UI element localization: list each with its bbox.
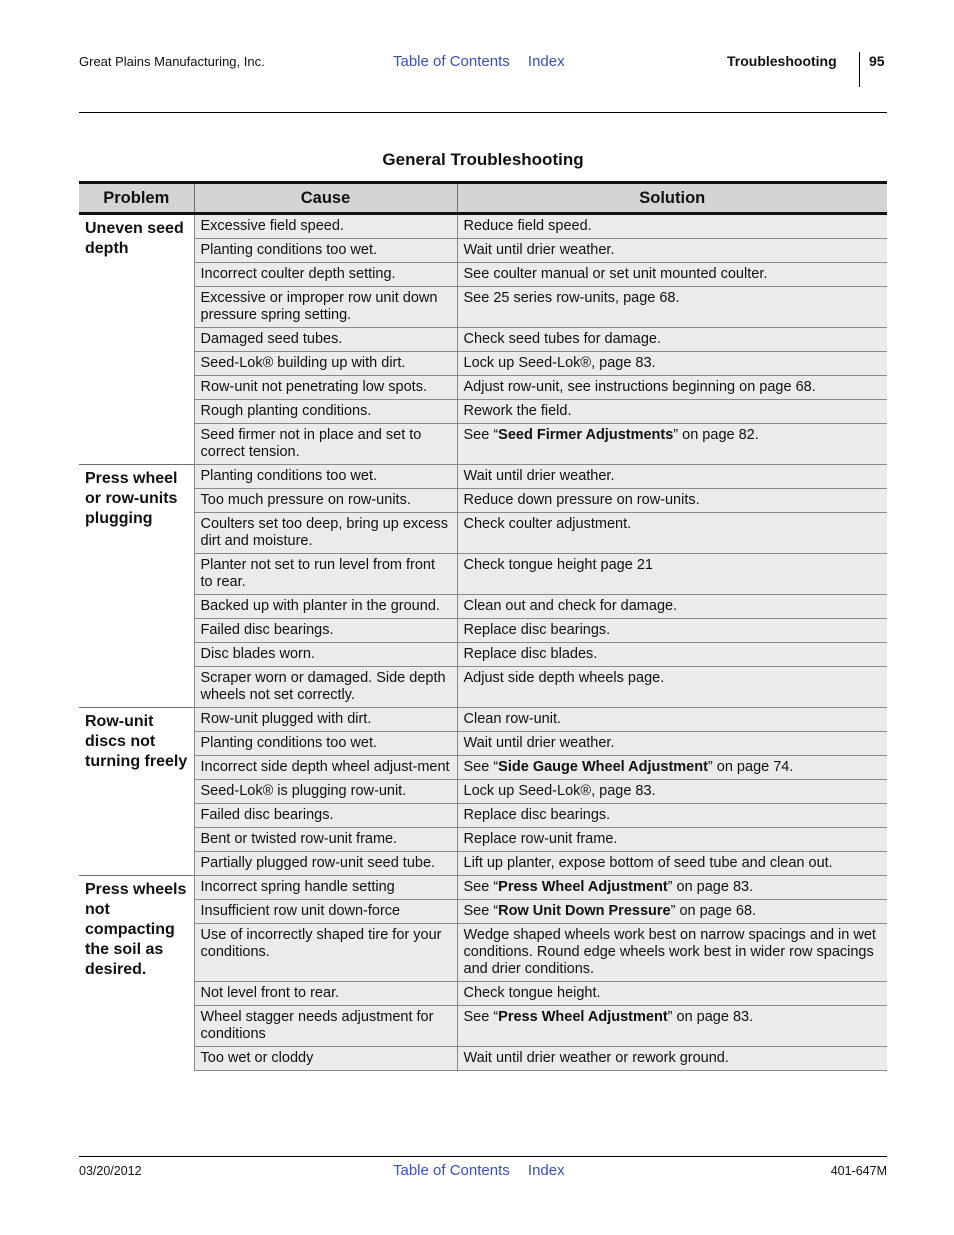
solution-text: ” on page 83. — [667, 1009, 754, 1025]
cause-cell: Incorrect spring handle setting — [194, 876, 457, 900]
solution-cell: Replace disc bearings. — [457, 804, 887, 828]
solution-reference: Side Gauge Wheel Adjustment — [498, 759, 708, 775]
table-row — [79, 756, 887, 780]
solution-cell: Check tongue height page 21 — [457, 554, 887, 595]
cause-cell: Planting conditions too wet. — [194, 732, 457, 756]
footer-rule — [79, 1156, 887, 1157]
table-row — [79, 667, 887, 708]
solution-reference: Press Wheel Adjustment — [498, 1009, 668, 1025]
cause-cell: Row-unit plugged with dirt. — [194, 708, 457, 732]
solution-cell: Clean out and check for damage. — [457, 595, 887, 619]
cause-cell: Too much pressure on row-units. — [194, 489, 457, 513]
table-row — [79, 732, 887, 756]
cause-cell: Seed-Lok® is plugging row-unit. — [194, 780, 457, 804]
table-row — [79, 376, 887, 400]
solution-text: See “ — [463, 759, 499, 775]
table-row — [79, 400, 887, 424]
solution-cell: Clean row-unit. — [457, 708, 887, 732]
solution-text: See “ — [463, 1009, 499, 1025]
solution-cell: Adjust row-unit, see instructions beginning on page 68. — [457, 376, 887, 400]
solution-cell — [457, 756, 887, 780]
problem-cell: Row-unit discs not turning freely — [79, 708, 194, 876]
solution-cell: See coulter manual or set unit mounted coulter. — [457, 263, 887, 287]
table-row — [79, 1047, 887, 1071]
problem-cell: Press wheels not compacting the soil as desired. — [79, 876, 194, 1071]
cause-cell: Planting conditions too wet. — [194, 239, 457, 263]
solution-cell: Rework the field. — [457, 400, 887, 424]
table-row — [79, 287, 887, 328]
solution-cell: Lift up planter, expose bottom of seed tube and clean out. — [457, 852, 887, 876]
solution-cell: Wait until drier weather. — [457, 465, 887, 489]
table-row — [79, 424, 887, 465]
table-row — [79, 924, 887, 982]
solution-text: See “ — [463, 879, 499, 895]
header-index-link[interactable]: Index — [527, 53, 565, 70]
cause-cell: Planting conditions too wet. — [194, 465, 457, 489]
header-links — [393, 53, 579, 70]
solution-cell: Lock up Seed-Lok®, page 83. — [457, 780, 887, 804]
solution-cell — [457, 1006, 887, 1047]
solution-cell: Wait until drier weather. — [457, 732, 887, 756]
table-row — [79, 554, 887, 595]
footer-date: 03/20/2012 — [79, 1164, 142, 1178]
solution-reference: Press Wheel Adjustment — [498, 879, 668, 895]
table-row — [79, 465, 887, 489]
solution-cell: Check seed tubes for damage. — [457, 328, 887, 352]
footer-toc-link[interactable]: Table of Contents — [393, 1162, 510, 1179]
problem-cell: Press wheel or row-units plugging — [79, 465, 194, 708]
column-header-cause: Cause — [194, 183, 457, 214]
cause-cell: Excessive field speed. — [194, 214, 457, 239]
header-toc-link[interactable]: Table of Contents — [393, 53, 510, 70]
column-header-problem: Problem — [79, 183, 194, 214]
cause-cell: Insufficient row unit down-force — [194, 900, 457, 924]
cause-cell: Seed-Lok® building up with dirt. — [194, 352, 457, 376]
solution-cell: Wait until drier weather. — [457, 239, 887, 263]
page-title: General Troubleshooting — [382, 150, 584, 169]
solution-cell — [457, 424, 887, 465]
cause-cell: Rough planting conditions. — [194, 400, 457, 424]
solution-reference: Row Unit Down Pressure — [498, 903, 671, 919]
cause-cell: Bent or twisted row-unit frame. — [194, 828, 457, 852]
cause-cell: Damaged seed tubes. — [194, 328, 457, 352]
solution-cell: See 25 series row-units, page 68. — [457, 287, 887, 328]
cause-cell: Excessive or improper row unit down pressure spring setting. — [194, 287, 457, 328]
cause-cell: Wheel stagger needs adjustment for conditions — [194, 1006, 457, 1047]
table-row — [79, 876, 887, 900]
solution-cell: Replace disc bearings. — [457, 619, 887, 643]
header-rule — [79, 112, 887, 113]
footer-index-link[interactable]: Index — [527, 1162, 565, 1179]
cause-cell: Use of incorrectly shaped tire for your conditions. — [194, 924, 457, 982]
cause-cell: Incorrect side depth wheel adjust-ment — [194, 756, 457, 780]
cause-cell: Coulters set too deep, bring up excess dirt and moisture. — [194, 513, 457, 554]
table-row — [79, 708, 887, 732]
solution-text: ” on page 74. — [707, 759, 794, 775]
solution-text: See “ — [463, 427, 499, 443]
cause-cell: Failed disc bearings. — [194, 619, 457, 643]
solution-cell: Check tongue height. — [457, 982, 887, 1006]
solution-cell: Replace row-unit frame. — [457, 828, 887, 852]
header-divider — [859, 52, 860, 87]
table-row — [79, 643, 887, 667]
table-row — [79, 900, 887, 924]
table-row — [79, 828, 887, 852]
table-row — [79, 804, 887, 828]
cause-cell: Not level front to rear. — [194, 982, 457, 1006]
cause-cell: Too wet or cloddy — [194, 1047, 457, 1071]
table-row — [79, 489, 887, 513]
solution-cell: Reduce field speed. — [457, 214, 887, 239]
troubleshooting-table — [79, 181, 887, 1071]
solution-text: See “ — [463, 903, 499, 919]
solution-cell: Replace disc blades. — [457, 643, 887, 667]
solution-reference: Seed Firmer Adjustments — [498, 427, 674, 443]
cause-cell: Scraper worn or damaged. Side depth wheels not set correctly. — [194, 667, 457, 708]
solution-cell: Wedge shaped wheels work best on narrow spacings and in wet conditions. Round edge wheels work best in wider row spacings and drier conditions. — [457, 924, 887, 982]
solution-cell — [457, 876, 887, 900]
footer-links — [393, 1162, 579, 1179]
table-row — [79, 239, 887, 263]
solution-cell: Check coulter adjustment. — [457, 513, 887, 554]
cause-cell: Disc blades worn. — [194, 643, 457, 667]
table-row — [79, 513, 887, 554]
cause-cell: Seed firmer not in place and set to correct tension. — [194, 424, 457, 465]
problem-cell: Uneven seed depth — [79, 214, 194, 465]
column-header-solution: Solution — [457, 183, 887, 214]
cause-cell: Partially plugged row-unit seed tube. — [194, 852, 457, 876]
solution-cell: Wait until drier weather or rework ground. — [457, 1047, 887, 1071]
table-row — [79, 214, 887, 239]
solution-cell — [457, 900, 887, 924]
solution-cell: Reduce down pressure on row-units. — [457, 489, 887, 513]
table-row — [79, 263, 887, 287]
cause-cell: Planter not set to run level from front to rear. — [194, 554, 457, 595]
table-row — [79, 328, 887, 352]
cause-cell: Failed disc bearings. — [194, 804, 457, 828]
table-row — [79, 780, 887, 804]
table-body — [79, 214, 887, 1071]
section-title: Troubleshooting — [727, 53, 837, 69]
solution-cell: Adjust side depth wheels page. — [457, 667, 887, 708]
solution-text: ” on page 68. — [670, 903, 757, 919]
table-header-row — [79, 183, 887, 214]
table-row — [79, 982, 887, 1006]
company-name: Great Plains Manufacturing, Inc. — [79, 54, 265, 69]
table-row — [79, 1006, 887, 1047]
table-row — [79, 595, 887, 619]
page-number: 95 — [869, 53, 885, 69]
table-row — [79, 852, 887, 876]
cause-cell: Row-unit not penetrating low spots. — [194, 376, 457, 400]
cause-cell: Backed up with planter in the ground. — [194, 595, 457, 619]
table-row — [79, 619, 887, 643]
cause-cell: Incorrect coulter depth setting. — [194, 263, 457, 287]
footer-doc-number: 401-647M — [830, 1164, 887, 1178]
solution-text: ” on page 82. — [673, 427, 759, 443]
solution-text: ” on page 83. — [667, 879, 754, 895]
table-row — [79, 352, 887, 376]
solution-cell: Lock up Seed-Lok®, page 83. — [457, 352, 887, 376]
